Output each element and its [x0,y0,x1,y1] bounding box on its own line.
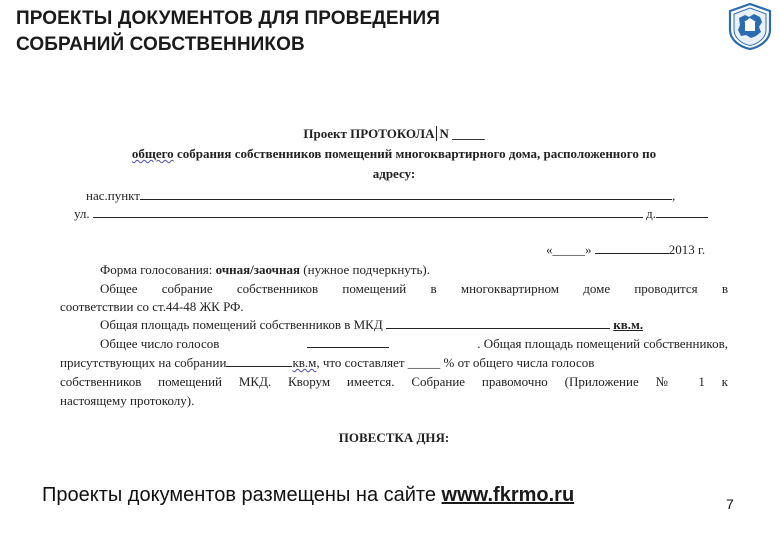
protocol-header-line2 [60,146,728,162]
present-tail: , что составляет _____ % от общего числа голосов [316,355,595,370]
city-blank [140,188,672,200]
protocol-header-line3: адресу: [372,166,416,181]
paragraph3-line3: собственников помещений МКД. Кворум имеется. Собрание правомочно (Приложение № 1 к [60,374,728,389]
header-text: собрания собственников помещений многоквартирного дома, расположенного по [173,146,657,161]
agenda-heading: ПОВЕСТКА ДНЯ: [338,430,450,445]
vote-form-value: очная/заочная [215,262,301,277]
footer-text: Проекты документов размещены на сайте [42,484,442,506]
vote-form-label: Форма голосования: [100,262,216,277]
paragraph1-line2: соответствии со ст.44-48 ЖК РФ. [60,299,244,314]
fkrmo-link[interactable]: www.fkrmo.ru [441,484,575,506]
votes-label: Общее число голосов [100,336,220,351]
street-label: ул. [74,206,90,221]
present-unit: кв.м [292,355,317,370]
slide-title-line2: СОБРАНИЙ СОБСТВЕННИКОВ [16,34,305,55]
paragraph3-line1 [100,336,728,352]
vote-form-line [100,262,430,278]
city-label: нас.пункт [86,188,140,203]
fund-logo-icon [726,2,774,50]
slide-title-line1: ПРОЕКТЫ ДОКУМЕНТОВ ДЛЯ ПРОВЕДЕНИЯ [16,8,441,29]
present-blank [226,355,292,367]
house-label: д. [646,206,657,221]
paragraph1-line1: Общее собрание собственников помещений в многоквартирном доме проводится в [100,281,728,296]
area-unit: кв.м. [613,317,644,332]
page-number: 7 [726,496,734,512]
date-line [546,242,705,258]
area-line [100,317,643,333]
area-label: Общая площадь помещений собственников в МКД [100,317,383,332]
present-label: присутствующих на собрании [60,355,227,370]
votes-tail: . Общая площадь помещений собственников, [477,336,728,351]
footer-note [42,484,574,507]
date-year: 2013 г. [668,242,706,257]
votes-blank [307,336,389,348]
date-day: «_____» [546,242,592,257]
header-word-general: общего [131,146,174,161]
date-month-blank [595,242,669,254]
paragraph3-line2 [60,355,728,371]
vote-form-note: (нужное подчеркнуть). [300,262,430,277]
protocol-header-line1 [60,126,728,142]
city-comma: , [672,188,676,203]
street-blank [93,206,643,218]
protocol-number: N _____ [439,126,485,141]
paragraph3-line4: настоящему протоколу). [60,393,195,408]
street-line [74,206,708,222]
area-blank [386,317,610,329]
house-blank [656,206,708,218]
city-line [86,188,675,204]
protocol-title: Проект ПРОТОКОЛА [303,126,435,141]
slide-title [16,6,616,58]
